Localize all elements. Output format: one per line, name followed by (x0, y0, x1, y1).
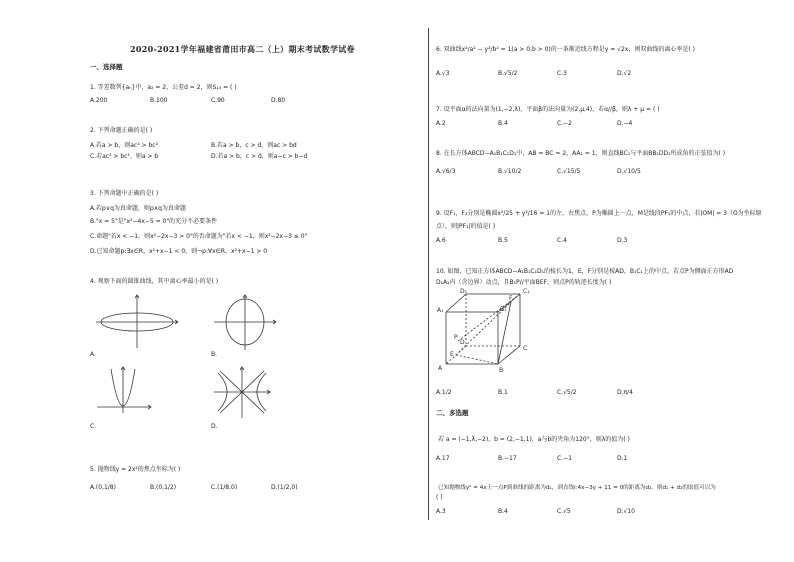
question-12-line-1: 已知抛物线y² = 4x上一点P到准线的距离为d₁，到直线l:4x−3y + 11 = 0的距离为d₂，则d₁ + d₂的取值可以为 (438, 485, 716, 491)
column-divider (428, 28, 429, 520)
vertex-label-b: B (499, 367, 504, 374)
question-2-option-d: D.若a > b，c > d，则a−c > b−d (211, 153, 308, 160)
question-1-option-d: D.80 (271, 97, 286, 104)
question-5-option-a: A.(0,1/8) (90, 484, 116, 491)
question-11-option-d: D.1 (617, 455, 628, 462)
question-2-text: 2. 下列命题正确的是( ) (90, 127, 153, 134)
question-8-text: 8. 在长方体ABCD−A₁B₁C₁D₁中，AB = BC = 2，AA₁ = 1，则直线BC₁与平面BB₁DD₁所成角的正弦值为( ) (436, 150, 726, 157)
question-11-text: 若 a = (−1,λ,−2)，b = (2,−1,1)，a与b的夹角为120°，则λ的值为( ) (438, 436, 630, 443)
figure-a-label: A. (90, 351, 96, 358)
question-2-option-b: B.若a > b，c > d，则ac > bd (211, 142, 297, 149)
vertex-label-p: P (454, 334, 458, 341)
page-title: 2020-2021学年福建省莆田市高二（上）期末考试数学试卷 (130, 44, 355, 54)
question-9-line-2: 点），则|PF₁|的值是( ) (436, 223, 496, 230)
vertex-label-a1: A₁ (437, 307, 444, 314)
figure-d-hyperbola (212, 365, 272, 420)
question-11-option-b: B.−17 (498, 455, 517, 462)
question-3-text: 3. 下列命题中正确的是( ) (90, 190, 159, 197)
vertex-label-f: F (509, 295, 513, 302)
question-3-option-b: B."x = 5"是"x²−4x−5 = 0"的充分不必要条件 (90, 218, 218, 225)
vertex-label-d1: D₁ (460, 288, 468, 295)
question-10-line-2: D₁A₁内（含边界）动点，且B₁P//平面BEF，则点P的轨迹长度为( ) (436, 279, 612, 286)
question-10-option-d: D.π/4 (617, 389, 633, 396)
question-12-option-d: D.√10 (617, 508, 635, 515)
question-6-option-a: A.√3 (436, 70, 450, 77)
question-8-option-c: C.√15/5 (557, 168, 581, 175)
vertex-label-b1: B₁ (500, 306, 507, 313)
vertex-label-c1: C₁ (523, 288, 530, 295)
figure-b-label: B. (211, 351, 218, 358)
question-12-option-a: A.3 (436, 508, 446, 515)
question-5-text: 5. 抛物线y = 2x²的焦点坐标为( ) (90, 466, 181, 473)
question-7-option-d: D.−4 (617, 120, 633, 127)
question-10-line-1: 10. 如图，已知正方体ABCD−A₁B₁C₁D₁的棱长为1，E，F分别是棱AD，B₁C₁上的中点，若点P为侧面正方形AD (436, 268, 734, 275)
vertex-label-e: E (450, 351, 454, 358)
question-3-option-d: D.已知命题p:∃x∈R，x²+x−1 < 0，则¬p:∀x∈R，x²+x−1 > 0 (90, 248, 268, 255)
figure-d-label: D. (211, 423, 218, 430)
question-9-option-a: A.6 (436, 237, 446, 244)
question-2-option-a: A.若a > b，则ac² > bc² (90, 142, 158, 149)
question-10-option-b: B.1 (498, 389, 508, 396)
question-2-option-c: C.若ac² > bc²，则a > b (90, 153, 159, 160)
question-1-text: 1. 等差数列{aₙ}中，a₂ = 2，公差d = 2，则S₁₀ = ( ) (90, 84, 237, 91)
question-1-option-b: B.100 (150, 97, 168, 104)
vertex-label-d: D (460, 339, 465, 346)
question-7-text: 7. 设平面α的法向量为(1,−2,λ)，平面β的法向量为(2,μ,4)，若α//β，则λ + μ = ( ) (436, 106, 660, 113)
question-6-option-b: B.√5/2 (498, 70, 518, 77)
question-1-option-c: C.90 (211, 97, 225, 104)
question-1-option-a: A.200 (90, 97, 108, 104)
section-heading-multi: 二、多选题 (436, 409, 469, 417)
question-9-line-1: 9. 设F₁，F₂分别是椭圆x²/25 + y²/16 = 1的左，右焦点，P为椭圆上一点，M是线段PF₁的中点，若|OM| = 3（O为坐标原 (436, 210, 762, 217)
section-heading-choice: 一、选择题 (90, 63, 123, 71)
vertex-label-c: C (523, 345, 528, 352)
question-6-option-c: C.3 (557, 70, 567, 77)
question-7-option-c: C.−2 (557, 120, 572, 127)
question-3-option-a: A.若p∨q为真命题，则p∧q为真命题 (90, 205, 186, 212)
question-8-option-d: D.√10/5 (617, 168, 641, 175)
question-8-option-b: B.√10/2 (498, 168, 522, 175)
question-11-option-c: C.−1 (557, 455, 572, 462)
question-12-option-b: B.4 (498, 508, 508, 515)
question-5-option-b: B.(0,1/2) (150, 484, 177, 491)
question-11-option-a: A.17 (436, 455, 450, 462)
question-12-line-2: ( ) (436, 494, 443, 501)
figure-c-label: C. (90, 423, 97, 430)
question-6-text: 6. 双曲线x²/a² − y²/b² = 1(a > 0,b > 0)的一条渐近线方程是y = √2x，则双曲线的离心率是( ) (436, 46, 695, 53)
vertex-label-a: A (438, 365, 443, 372)
question-9-option-c: C.4 (557, 237, 567, 244)
question-10-option-c: C.√5/2 (557, 389, 577, 396)
question-9-option-d: D.3 (617, 237, 628, 244)
figure-c-parabola (95, 365, 155, 415)
question-3-option-c: C.命题"若x < −1，则x²−2x−3 > 0"的否命题为"若x < −1，则x²−2x−3 ≤ 0" (90, 233, 308, 240)
question-8-option-a: A.√6/3 (436, 168, 456, 175)
question-6-option-d: D.√2 (617, 70, 632, 77)
question-4-text: 4. 观察下面的圆锥曲线，其中离心率最小的是( ) (90, 278, 219, 285)
question-12-option-c: C.√5 (557, 508, 571, 515)
question-5-option-c: C.(1/8,0) (211, 484, 238, 491)
cube-figure (436, 286, 546, 374)
question-9-option-b: B.5 (498, 237, 508, 244)
question-7-option-b: B.4 (498, 120, 508, 127)
question-10-option-a: A.1/2 (436, 389, 452, 396)
figure-a-ellipse (92, 292, 182, 352)
figure-b-circle (210, 292, 280, 352)
question-7-option-a: A.2 (436, 120, 446, 127)
question-5-option-d: D.(1/2,0) (271, 484, 298, 491)
